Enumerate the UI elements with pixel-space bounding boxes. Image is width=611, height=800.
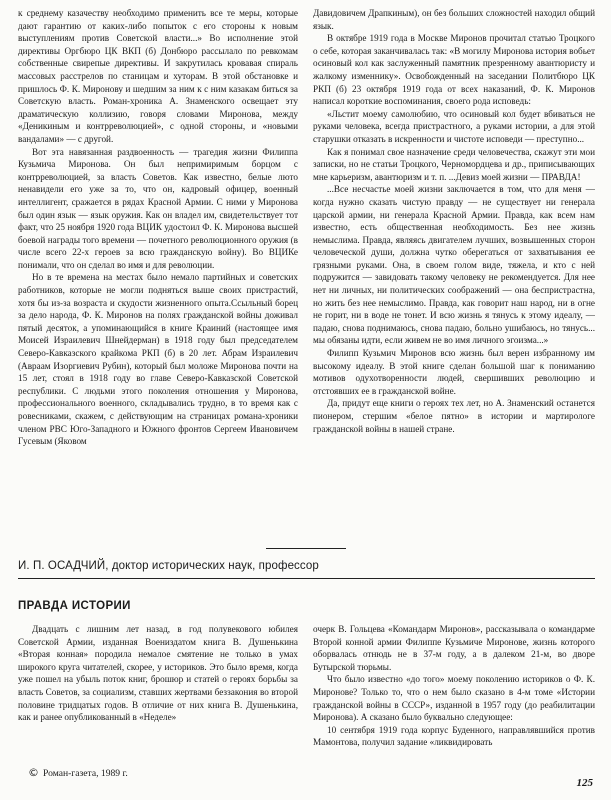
paragraph: Вот эта навязанная раздвоенность — трагедия жизни Филиппа Кузьмича Миронова. Он был непримиримым борцом с контрреволюцией, за власть Советов. Как известно, белые люто ненавидели его уже за то, что он, кадровый офицер, военный интеллигент, сражается в рядах Красной Армии. С ними у Миронова был один язык — язык оружия. Как он владел им, свидетельствует тот факт, что 25 ноября 1920 года ВЦИК удостоил Ф. К. Миронова высшей боевой награды того времени — почетного революционного оружия (в числе всего 22-х героев за всю гражданскую войну). Во ВЦИКе понимали, что он сделал во имя и для революции. xyxy=(18,146,298,270)
section-divider xyxy=(266,548,346,549)
paragraph: Да, придут еще книги о героях тех лет, но А. Знаменский останется пионером, стершим «белое пятно» в истории и мартирологе гражданской войны в нашей стране. xyxy=(313,398,595,434)
quote-paragraph: «Льстит моему самолюбию, что осиновый кол будет вбиваться не руками человека, всегда пристрастного, а руками истории, а для этой старушки отказать в искренности и чистоте исповеди — преступно... xyxy=(313,108,595,144)
quote-paragraph: Как я понимал свое назначение среди человечества, скажут эти мои записки, но не статьи Троцкого, Черномордцева и др., приписывающих мне карьеризм, авантюризм и т. п. ...Девиз моей жизни — ПРАВДА! xyxy=(313,146,595,182)
bottom-right-column xyxy=(313,623,595,749)
copyright-icon: © xyxy=(28,766,39,779)
paragraph: очерк В. Гольцева «Командарм Миронов», рассказывала о командарме Второй конной армии Филиппе Кузьмиче Миронове, жизнь которого оборвалась отнюдь не в 37-м году, а в далеком 21-м, во дворе Бутырской тюрьмы. xyxy=(313,624,595,672)
section-title: ПРАВДА ИСТОРИИ xyxy=(18,600,131,612)
paragraph: 10 сентября 1919 года корпус Буденного, направлявшийся против Мамонтова, получил задание «ликвидировать xyxy=(313,724,595,748)
quote-paragraph: ...Все несчастье моей жизни заключается в том, что для меня — когда нужно сказать чистую правду — не существует ни генерала царской армии, ни генерала Красной Армии. Правда, как всем нам известно, есть общественная необходимость. Без нее жизнь немыслима. Правда, являясь двигателем лучших, возвышенных сторон человеческой души, должна чутко оберегаться от захватывания ее грязными руками. Она, в своем голом виде, тяжела, и кто с ней подружится — завидовать такому человеку не рекомендуется. Для нее нет ни личных, ни политических соображений — она беспристрастна, но жить без нее немыслимо. Правда, как говорит наш народ, ни в огне не горит, ни в воде не тонет. И всю жизнь я тянусь к этому идеалу, — падаю, снова поднимаюсь, снова падаю, больно ушибаюсь, но тянусь... мы обязаны идти, если живем не во имя личного эгоизма...» xyxy=(313,184,595,346)
paragraph: Но в те времена на местах было немало партийных и советских работников, которые не могли подняться выше своих пристрастий, хотя бы из-за возраста и скудости жизненного опыта.Ссыльный борец за дело народа, Ф. К. Миронов на полях гражданской войны доживал пятый десяток, а упоминающийся в книге Краиний (настоящее имя Моисей Израилевич Шнейдерман) в 1918 году был председателем Северо-Кавказского крайкома РКП (б) в 20 лет. Абрам Израилевич (Авраам Изоргиевич Рубин), который был моложе Миронова почти на 15 лет, стоял в 1918 году во главе Северо-Кавказской Советской республики. С людьми этого поколения отношения у Миронова, профессионального военного, складывались трудно, в то время как с ровесниками, скажем, с действующим на страницах романа-хроники членом РВС Юго-Западного и Южного фронтов Сергеем Ивановичем Гусевым (Яковом xyxy=(18,272,298,447)
paragraph: Что было известно «до того» моему поколению историков о Ф. К. Миронове? Только то, что о нем было сказано в 4-м томе «Истории гражданской войны в СССР», изданной в 1957 году (до реабилитации Миронова). А сказано было буквально следующее: xyxy=(313,674,595,723)
page-number: 125 xyxy=(576,777,593,789)
paragraph: В октябре 1919 года в Москве Миронов прочитал статью Троцкого о себе, которая заканчивалась так: «В могилу Миронова история вобьет осиновый кол как заслуженный памятник презренному авантюристу и жалкому изменнику». Освобожденный на заседании Политбюро ЦК РКП (б) 23 октября 1919 года от всех наказаний, Ф. К. Миронов написал короткие воспоминания, своего рода исповедь: xyxy=(313,33,595,107)
author-name: И. П. ОСАДЧИЙ, доктор исторических наук, профессор xyxy=(18,560,319,572)
copyright-text: Роман-газета, 1989 г. xyxy=(43,768,128,779)
bottom-left-column xyxy=(18,623,298,724)
author-underline xyxy=(18,578,595,579)
paragraph: Филипп Кузьмич Миронов всю жизнь был верен избранному им высокому идеалу. В этой книге сделан большой шаг к пониманию мотивов одухотворенности людей, свершивших революцию и отстоявших ее в гражданской войне. xyxy=(313,348,595,396)
paragraph: Давидовичем Драпкиным), он без больших сложностей находил общий язык. xyxy=(313,8,595,31)
copyright-notice xyxy=(28,766,128,779)
top-right-column xyxy=(313,7,595,435)
paragraph: Двадцать с лишним лет назад, в год полувекового юбилея Советской Армии, изданная Воениздатом книга В. Душенькина «Вторая конная» породила немалое смятение не только в умах широкого круга читателей, скорее, у историков. Это было время, когда уже пошел на убыль поток книг, брошюр и статей о героях борьбы за власть Советов, за социализм, ставших жертвами беззакония во второй половине тридцатых годов. В отличие от них книга В. Душенькина, как и ранее опубликованный в «Неделе» xyxy=(18,624,298,723)
author-line xyxy=(18,560,598,579)
paragraph: к среднему казачеству необходимо применить все те меры, которые дают гарантию от каких-либо попыток с его стороны к новым выступлениям против Советской власти...» Во исполнение этой директивы Оргбюро ЦК ВКП (б) Донбюро рассылало по ревкомам собственные свирепые директивы. И закрутилась кровавая спираль массовых расстрелов по станицам и хуторам. В этой обстановке и пришлось Ф. К. Миронову и шедшим за ним к с ним казакам биться за Советскую власть. Роман-хроника А. Знаменского освещает эту драматическую коллизию, говоря словами Миронова, между «Деникиным и контрреволюцией», с одной стороны, и «новыми вандалами» — с другой. xyxy=(18,8,298,144)
top-left-column xyxy=(18,7,298,448)
